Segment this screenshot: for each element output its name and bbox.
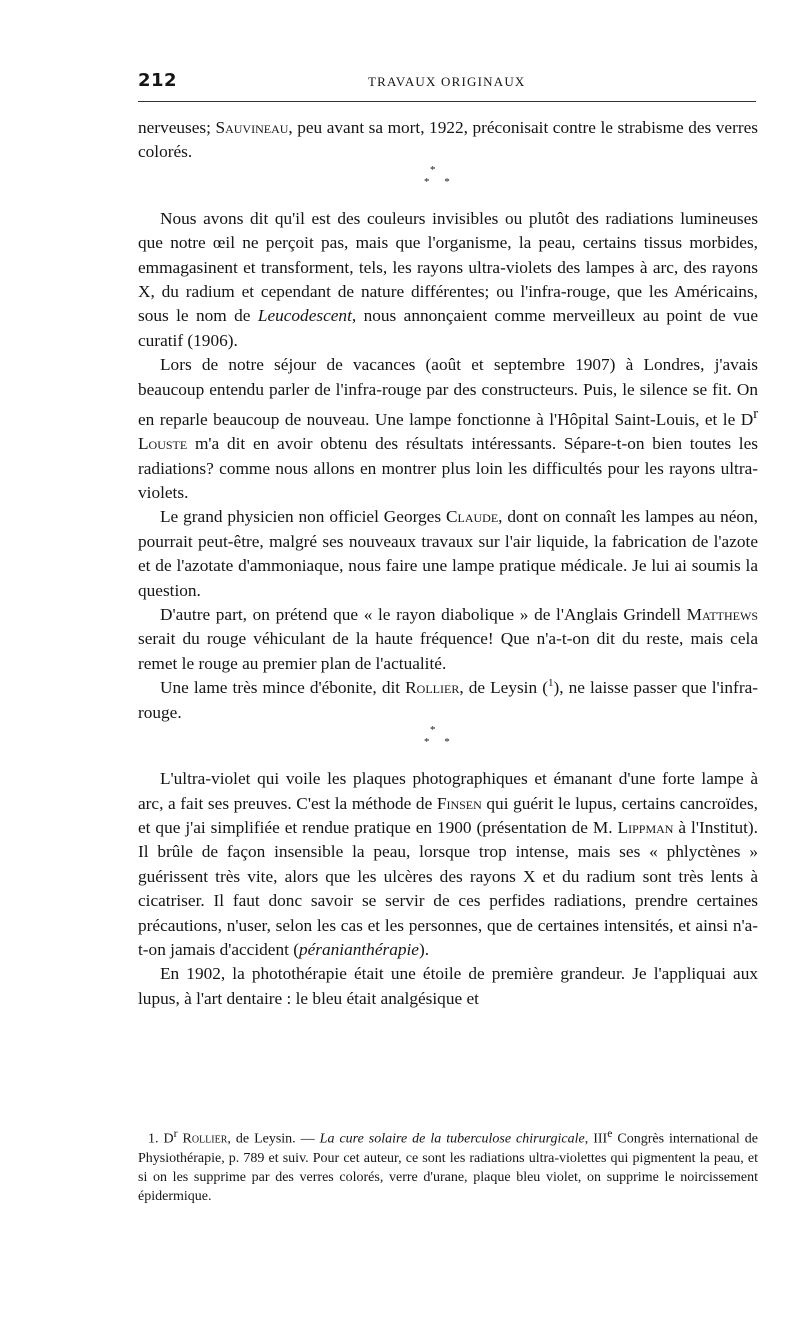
page-number: 212 — [138, 70, 178, 91]
text-run: D'autre part, on prétend que « le rayon diabolique » de l'Anglais Grindell — [160, 605, 687, 625]
paragraph-4 — [138, 505, 758, 603]
author-name: Lippman — [617, 817, 674, 837]
separator-stars-bottom: * * — [424, 736, 456, 749]
text-run: L'ultra-violet qui voile les plaques photographiques et émanant d'une forte lampe à arc, a fait ses preuves. C'est la méthode de — [138, 769, 758, 813]
separator-star-top: * — [430, 163, 436, 176]
header-rule — [138, 101, 756, 102]
text-run: ), ne laisse passer que l'infra-rouge. — [138, 678, 758, 722]
text-run: Congrès international de Physiothérapie, p. 789 et suiv. Pour cet auteur, ce sont les radiations ultra-violettes qui pigmentent la peau, et si on les supprime par des verres colorés, verre d'urane, plaque bleu violet, on supprime le noircissement épidermique. — [138, 1131, 758, 1204]
text-run: à l'Institut). Il brûle de façon insensible la peau, lorsque trop intense, mais ses « phlyctènes » guérissent très vite, alors que les ulcères des rayons X et du radium sont très lents à cicatriser. Il faut donc savoir se servir de ces perfides radiations, prendre certaines précautions, n'user, selon les cas et les personnes, que de certaines intensités, et ainsi n'a-t-on jamais d'accident ( — [138, 817, 758, 959]
text-run: qui guérit le lupus, certains cancroïdes, et que j'ai simplifiée et rendue pratique en 1900 (présentation de M. — [138, 793, 758, 837]
footnote-reference: 1 — [547, 677, 554, 690]
text-run: serait du rouge véhiculant de la haute fréquence! Que n'a-t-on dit du reste, mais cela remet le rouge au premier plan de l'actualité. — [138, 629, 758, 673]
superscript: e — [607, 1127, 613, 1140]
paragraph-3 — [138, 353, 758, 505]
text-run: En 1902, la photothérapie était une étoile de première grandeur. Je l'appliquai aux lupus, à l'art dentaire : le bleu était analgésique et — [138, 964, 758, 1008]
text-run: Nous avons dit qu'il est des couleurs invisibles ou plutôt des radiations lumineuses que notre œil ne perçoit pas, mais que l'organisme, la peau, certains tissus morbides, emmagasinent et transforment, tels, les rayons ultra-violets des lampes à arc, des rayons X, du radium et cependant de nature différentes; ou l'infra-rouge, que les Américains, sous le nom de — [138, 208, 758, 326]
author-name: Louste — [138, 434, 188, 454]
text-run: Le grand physicien non officiel Georges — [160, 507, 446, 527]
separator-star-top: * — [430, 724, 436, 737]
italic-term: Leucodescent — [257, 306, 352, 326]
text-run: Lors de notre séjour de vacances (août et septembre 1907) à Londres, j'avais beaucoup entendu parler de l'infra-rouge par des constructeurs. Puis, le silence se fit. On en reparle beaucoup de nouveau. Une lampe fonctionne à l'Hôpital Saint-Louis, et le D — [138, 355, 758, 429]
author-name: Finsen — [436, 793, 482, 813]
text-run: , peu avant sa mort, 1922, préconisait contre le strabisme des verres colorés. — [138, 118, 759, 162]
text-run: nerveuses; — [138, 118, 216, 137]
italic-title: La cure solaire de la tuberculose chirurgicale — [319, 1131, 585, 1147]
footnote-number: 1. D — [148, 1131, 174, 1147]
text-run: m'a dit en avoir obtenu des résultats intéressants. Sépare-t-on bien toutes les radiations? comme nous allons en montrer plus loin les difficultés pour les rayons ultra-violets. — [138, 434, 758, 503]
paragraph-5 — [138, 603, 758, 676]
author-name: Claude — [445, 507, 499, 527]
author-name: Matthews — [686, 605, 758, 625]
text-run: , III — [584, 1131, 608, 1147]
separator-stars-bottom: * * — [424, 175, 456, 188]
superscript: r — [173, 1127, 178, 1140]
page-header — [138, 70, 756, 94]
text-run: Une lame très mince d'ébonite, dit — [160, 678, 406, 698]
text-run: , nous annonçaient comme merveilleux au point de vue curatif (1906). — [138, 306, 758, 350]
paragraph-1 — [138, 116, 758, 165]
section-separator — [138, 725, 758, 767]
paragraph-7 — [138, 767, 758, 962]
text-run: , de Leysin ( — [459, 678, 548, 698]
author-name: Rollier — [182, 1131, 228, 1147]
body-text — [138, 116, 758, 1011]
italic-term: péranianthérapie — [298, 939, 419, 959]
author-name: Rollier — [405, 678, 460, 698]
author-name: Sauvineau — [215, 118, 289, 137]
running-head: TRAVAUX ORIGINAUX — [368, 74, 526, 89]
text-run: , dont on connaît les lampes au néon, pourrait peut-être, malgré ses nouveaux travaux sur l'air liquide, la fabrication de l'azote et de l'azotate d'ammoniaque, nous faire une lampe pratique médicale. Je lui ai soumis la question. — [138, 507, 758, 600]
superscript: r — [753, 406, 758, 423]
section-separator — [138, 165, 758, 207]
text-run: , de Leysin. — — [227, 1131, 320, 1147]
paragraph-6 — [138, 676, 758, 725]
footnote — [138, 1124, 758, 1206]
text-run: ). — [418, 939, 430, 959]
paragraph-8 — [138, 962, 758, 1011]
paragraph-2 — [138, 207, 758, 353]
